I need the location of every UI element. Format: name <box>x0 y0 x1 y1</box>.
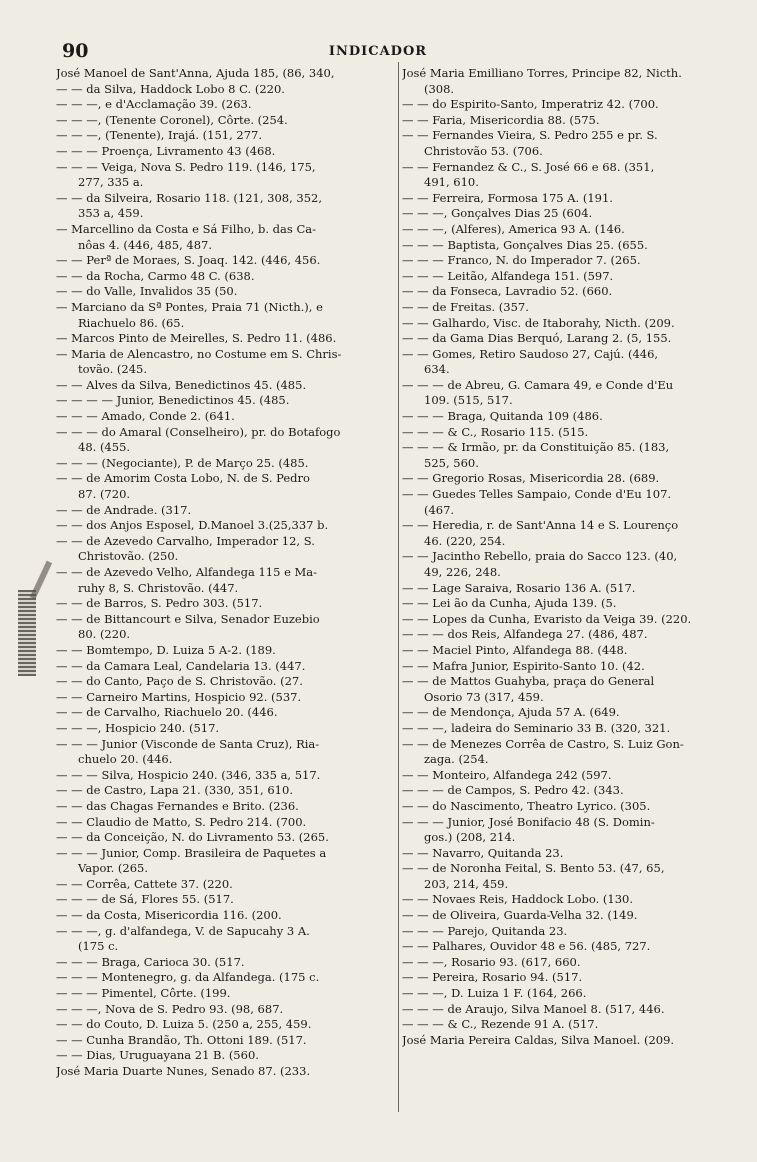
directory-entry-line: — — Jacintho Rebello, praia do Sacco 123. (40, <box>402 549 678 564</box>
directory-entry-line: — — — & C., Rezende 91 A. (517. <box>402 1017 599 1032</box>
directory-entry-line: — — — Junior, José Bonifacio 48 (S. Domin- <box>402 814 655 829</box>
directory-entry-line: — — — Pimentel, Côrte. (199. <box>56 986 231 1001</box>
directory-entry-line: — — Palhares, Ouvidor 48 e 56. (485, 727. <box>402 939 651 954</box>
directory-entry-line: — — —, Nova de S. Pedro 93. (98, 687. <box>56 1001 284 1016</box>
left-column <box>56 66 394 1080</box>
directory-entry-line: Christovão 53. (706. <box>424 143 543 158</box>
directory-entry-line: Riachuelo 86. (65. <box>78 315 185 330</box>
directory-entry-line: José Maria Pereira Caldas, Silva Manoel. (209. <box>402 1032 675 1047</box>
directory-entry-line: (175 c. <box>78 939 119 954</box>
directory-entry-line: (308. <box>424 81 455 96</box>
directory-entry-line: — — de Mattos Guahyba, praça do General <box>402 674 655 689</box>
directory-entry-line: — — Navarro, Quitanda 23. <box>402 845 564 860</box>
directory-entry-line: — — Lage Saraiva, Rosario 136 A. (517. <box>402 580 636 595</box>
directory-entry-line: — — — de Sá, Flores 55. (517. <box>56 892 234 907</box>
directory-entry-line: — — —, (Tenente Coronel), Côrte. (254. <box>56 112 288 127</box>
directory-entry-line: — — — Braga, Carioca 30. (517. <box>56 954 245 969</box>
directory-entry-line: José Maria Emilliano Torres, Principe 82, Nicth. <box>402 66 682 80</box>
directory-entry-line: — — Galhardo, Visc. de Itaborahy, Nicth. (209. <box>402 315 675 330</box>
directory-entry-line: — — —, (Tenente), Irajá. (151, 277. <box>56 128 263 143</box>
directory-entry-line: — — da Camara Leal, Candelaria 13. (447. <box>56 658 306 673</box>
directory-entry-line: — — da Gama Dias Berquó, Larang 2. (5, 155. <box>402 331 672 346</box>
directory-entry-line: — — —, Rosario 93. (617, 660. <box>402 954 581 969</box>
directory-entry-line: (467. <box>424 502 455 517</box>
directory-entry-line: — — do Canto, Paço de S. Christovão. (27. <box>56 674 303 689</box>
directory-entry-line: — — de Noronha Feital, S. Bento 53. (47, 65, <box>402 861 665 876</box>
directory-entry-line: — — Alves da Silva, Benedictinos 45. (485. <box>56 377 307 392</box>
directory-entry-line: — — Bomtempo, D. Luiza 5 A-2. (189. <box>56 642 276 657</box>
directory-entry-line: — — de Carvalho, Riachuelo 20. (446. <box>56 705 278 720</box>
directory-entry-line: — — Corrêa, Cattete 37. (220. <box>56 876 233 891</box>
directory-entry-line: — — dos Anjos Esposel, D.Manoel 3.(25,337 b. <box>56 518 329 533</box>
directory-entry-line: — — de Azevedo Velho, Alfandega 115 e Ma- <box>56 565 318 579</box>
directory-entry-line: — — Pereira, Rosario 94. (517. <box>402 970 583 985</box>
page-number: 90 <box>62 40 89 62</box>
directory-entry-line: 634. <box>424 362 450 377</box>
directory-entry-line: chuelo 20. (446. <box>78 752 173 767</box>
column-divider <box>398 62 399 1112</box>
directory-entry-line: — — Monteiro, Alfandega 242 (597. <box>402 767 612 782</box>
directory-entry-line: — — de Mendonça, Ajuda 57 A. (649. <box>402 705 620 720</box>
directory-entry-line: — — da Fonseca, Lavradio 52. (660. <box>402 284 613 299</box>
directory-entry-line: 525, 560. <box>424 455 479 470</box>
directory-entry-line: 46. (220, 254. <box>424 533 506 548</box>
directory-entry-line: 277, 335 a. <box>78 175 144 190</box>
directory-entry-line: — — — Proença, Livramento 43 (468. <box>56 143 276 158</box>
directory-entry-line: — — de Menezes Corrêa de Castro, S. Luiz Gon- <box>402 736 684 751</box>
directory-entry-line: — — Lei ão da Cunha, Ajuda 139. (5. <box>402 596 617 611</box>
directory-entry-line: — — Gregorio Rosas, Misericordia 28. (689. <box>402 471 660 486</box>
directory-entry-line: — — do Couto, D. Luiza 5. (250 a, 255, 459. <box>56 1017 312 1032</box>
directory-entry-line: — — — — Junior, Benedictinos 45. (485. <box>56 393 290 408</box>
directory-entry-line: 49, 226, 248. <box>424 565 501 579</box>
directory-entry-line: — — — dos Reis, Alfandega 27. (486, 487. <box>402 627 648 642</box>
directory-entry-line: — — do Valle, Invalidos 35 (50. <box>56 284 238 299</box>
directory-entry-line: — — — & Irmão, pr. da Constituição 85. (183, <box>402 440 670 455</box>
directory-entry-line: — — da Costa, Misericordia 116. (200. <box>56 908 282 923</box>
directory-entry-line: — — — Junior (Visconde de Santa Cruz), Ria- <box>56 736 320 751</box>
directory-entry-line: — Maria de Alencastro, no Costume em S. Chris- <box>56 346 342 361</box>
directory-entry-line: — — —, D. Luiza 1 F. (164, 266. <box>402 986 587 1001</box>
directory-entry-line: zaga. (254. <box>424 752 489 767</box>
directory-entry-line: Vapor. (265. <box>78 861 149 876</box>
directory-entry-line: — — de Freitas. (357. <box>402 299 529 314</box>
directory-entry-line: José Manoel de Sant'Anna, Ajuda 185, (86, 340, <box>56 66 335 80</box>
directory-entry-line: — — de Castro, Lapa 21. (330, 351, 610. <box>56 783 293 798</box>
directory-entry-line: — — — Amado, Conde 2. (641. <box>56 409 235 424</box>
directory-entry-line: 491, 610. <box>424 175 479 190</box>
directory-entry-line: 109. (515, 517. <box>424 393 513 408</box>
directory-entry-line: — — Gomes, Retiro Saudoso 27, Cajú. (446, <box>402 346 659 361</box>
directory-entry-line: — — Novaes Reis, Haddock Lobo. (130. <box>402 892 634 907</box>
directory-entry-line: — — — do Amaral (Conselheiro), pr. do Botafogo <box>56 424 341 439</box>
right-column <box>402 66 747 1048</box>
directory-entry-line: — — — Montenegro, g. da Alfandega. (175 c. <box>56 970 320 985</box>
directory-entry-line: 203, 214, 459. <box>424 876 509 891</box>
directory-entry-line: — — — Silva, Hospicio 240. (346, 335 a, 517. <box>56 767 321 782</box>
directory-entry-line: — — da Silva, Haddock Lobo 8 C. (220. <box>56 81 285 96</box>
directory-entry-line: — — — de Campos, S. Pedro 42. (343. <box>402 783 624 798</box>
directory-entry-line: — — — Veiga, Nova S. Pedro 119. (146, 175, <box>56 159 316 174</box>
directory-entry-line: Osorio 73 (317, 459. <box>424 689 544 704</box>
directory-entry-line: tovão. (245. <box>78 362 148 377</box>
directory-entry-line: — — do Nascimento, Theatro Lyrico. (305. <box>402 798 651 813</box>
directory-entry-line: — — — & C., Rosario 115. (515. <box>402 424 589 439</box>
directory-entry-line: — Marcellino da Costa e Sá Filho, b. das Ca- <box>56 221 316 236</box>
directory-entry-line: — — — Baptista, Gonçalves Dias 25. (655. <box>402 237 648 252</box>
directory-entry-line: — — Fernandez & C., S. José 66 e 68. (351, <box>402 159 655 174</box>
directory-entry-line: — — Dias, Uruguayana 21 B. (560. <box>56 1048 259 1063</box>
directory-entry-line: — — Carneiro Martins, Hospicio 92. (537. <box>56 689 302 704</box>
directory-entry-line: Christovão. (250. <box>78 549 179 564</box>
directory-entry-line: — — — Leitão, Alfandega 151. (597. <box>402 268 614 283</box>
directory-entry-line: 80. (220. <box>78 627 131 642</box>
directory-entry-line: ruhy 8, S. Christovão. (447. <box>78 580 239 595</box>
directory-entry-line: — — da Silveira, Rosario 118. (121, 308, 352, <box>56 190 323 205</box>
directory-entry-line: — — — de Abreu, G. Camara 49, e Conde d'Eu <box>402 377 674 392</box>
directory-entry-line: José Maria Duarte Nunes, Senado 87. (233. <box>56 1064 311 1078</box>
directory-entry-line: — — —, Gonçalves Dias 25 (604. <box>402 206 593 221</box>
directory-entry-line: — — —, (Alferes), America 93 A. (146. <box>402 221 625 236</box>
directory-entry-line: — — de Bittancourt e Silva, Senador Euzebio <box>56 611 320 626</box>
directory-entry-line: nôas 4. (446, 485, 487. <box>78 237 212 252</box>
directory-entry-line: — — —, ladeira do Seminario 33 B. (320, 321. <box>402 720 671 735</box>
directory-entry-line: — — Lopes da Cunha, Evaristo da Veiga 39. (220. <box>402 611 692 626</box>
directory-entry-line: — — —, g. d'alfandega, V. de Sapucahy 3 A. <box>56 923 310 938</box>
directory-entry-line: — — — de Araujo, Silva Manoel 8. (517, 446. <box>402 1001 665 1016</box>
directory-entry-line: 353 a, 459. <box>78 206 144 221</box>
directory-entry-line: — — — Franco, N. do Imperador 7. (265. <box>402 253 641 268</box>
directory-entry-line: — Marcos Pinto de Meirelles, S. Pedro 11. (486. <box>56 331 337 346</box>
directory-entry-line: — — Ferreira, Formosa 175 A. (191. <box>402 190 613 205</box>
directory-entry-line: — — — Braga, Quitanda 109 (486. <box>402 409 603 424</box>
directory-entry-line: — — de Barros, S. Pedro 303. (517. <box>56 596 263 611</box>
directory-entry-line: — — — (Negociante), P. de Março 25. (485. <box>56 455 309 470</box>
directory-entry-line: — — Cunha Brandão, Th. Ottoni 189. (517. <box>56 1032 307 1047</box>
directory-entry-line: — — da Conceição, N. do Livramento 53. (265. <box>56 830 329 845</box>
directory-entry-line: — — de Oliveira, Guarda-Velha 32. (149. <box>402 908 638 923</box>
directory-entry-line: — — de Azevedo Carvalho, Imperador 12, S. <box>56 533 315 548</box>
directory-entry-line: — — —, e d'Acclamação 39. (263. <box>56 97 252 112</box>
directory-entry-line: 48. (455. <box>78 440 131 455</box>
directory-entry-line: — — de Amorim Costa Lobo, N. de S. Pedro <box>56 471 310 486</box>
directory-entry-line: — — Maciel Pinto, Alfandega 88. (448. <box>402 642 628 657</box>
directory-entry-line: — — de Andrade. (317. <box>56 502 192 517</box>
binding-stain <box>18 590 36 676</box>
directory-entry-line: — — Heredia, r. de Sant'Anna 14 e S. Lourenço <box>402 518 679 533</box>
directory-entry-line: — — Faria, Misericordia 88. (575. <box>402 112 600 127</box>
directory-entry-line: — — — Parejo, Quitanda 23. <box>402 923 568 938</box>
directory-entry-line: — — —, Hospicio 240. (517. <box>56 720 220 735</box>
directory-entry-line: — — — Junior, Comp. Brasileira de Paquetes a <box>56 845 327 860</box>
running-title: INDICADOR <box>328 44 428 59</box>
directory-entry-line: — — das Chagas Fernandes e Brito. (236. <box>56 798 299 813</box>
directory-entry-line: — — Claudio de Matto, S. Pedro 214. (700. <box>56 814 307 829</box>
directory-entry-line: — — da Rocha, Carmo 48 C. (638. <box>56 268 255 283</box>
directory-entry-line: — — Mafra Junior, Espirito-Santo 10. (42. <box>402 658 645 673</box>
directory-entry-line: — — Fernandes Vieira, S. Pedro 255 e pr. S. <box>402 128 658 143</box>
directory-entry-line: — — Guedes Telles Sampaio, Conde d'Eu 107. <box>402 487 672 502</box>
directory-entry-line: — Marciano da Sª Pontes, Praia 71 (Nicth.), e <box>56 299 323 314</box>
binding-thread <box>30 561 52 600</box>
directory-entry-line: — — Perª de Moraes, S. Joaq. 142. (446, 456. <box>56 253 321 268</box>
directory-entry-line: — — do Espirito-Santo, Imperatriz 42. (700. <box>402 97 659 112</box>
directory-entry-line: gos.) (208, 214. <box>424 830 516 845</box>
directory-entry-line: 87. (720. <box>78 487 131 502</box>
